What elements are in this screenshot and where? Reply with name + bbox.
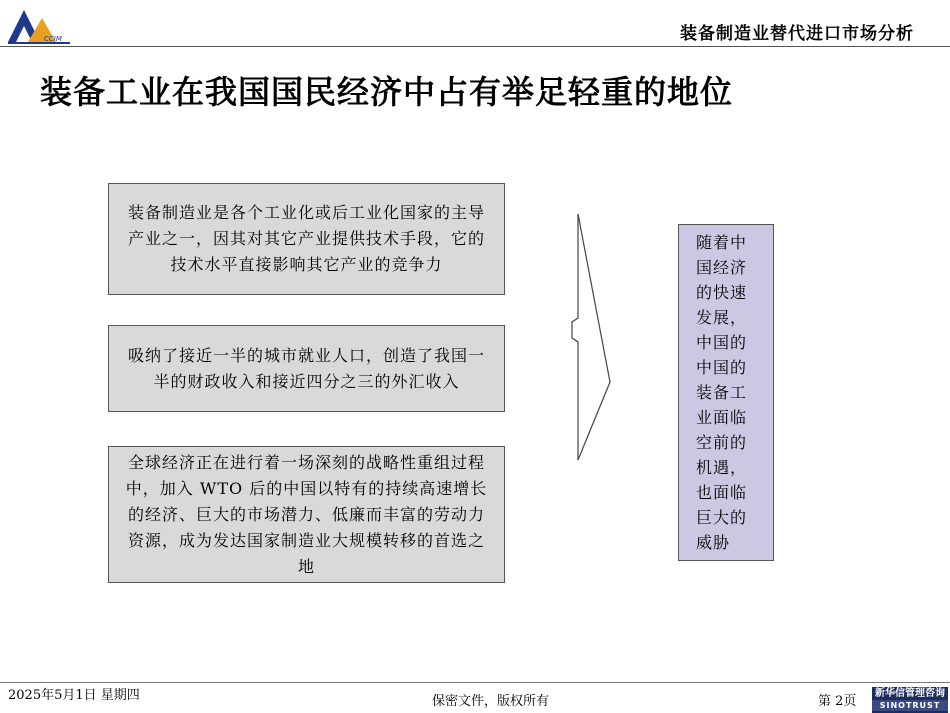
point-box-1: [108, 183, 505, 295]
logo-text: CCIM: [44, 35, 62, 43]
point-box-3: [108, 446, 505, 583]
point-box-1-text: 装备制造业是各个工业化或后工业化国家的主导产业之一，因其对其它产业提供技术手段，它的技术水平直接影响其它产业的竞争力: [127, 203, 485, 274]
point-box-3-text: 全球经济正在进行着一场深刻的战略性重组过程中，加入 WTO 后的中国以特有的持续高速增长的经济、巨大的市场潜力、低廉而丰富的劳动力资源，成为发达国家制造业大规模转移的首选之地: [125, 452, 488, 576]
right-arrow-icon: [560, 210, 616, 470]
footer-date: 2025年5月1日 星期四: [8, 688, 140, 703]
footer-confidential: 保密文件，版权所有: [432, 694, 550, 709]
page-title: 装备工业在我国国民经济中占有举足轻重的地位: [40, 73, 734, 111]
company-logo: [6, 4, 72, 46]
sinotrust-logo-en: SINOTRUST: [872, 700, 948, 711]
header-title: 装备制造业替代进口市场分析: [680, 24, 914, 44]
sinotrust-logo: [872, 687, 948, 713]
header-divider: [0, 46, 950, 47]
page-number: 第 2页: [818, 694, 857, 709]
conclusion-text: 随着中国经济的快速发展，中国的中国的装备工业面临空前的机遇，也面临巨大的威胁: [696, 233, 748, 552]
point-box-2: [108, 325, 505, 412]
sinotrust-logo-cn: 新华信管理咨询: [875, 688, 945, 699]
point-box-2-text: 吸纳了接近一半的城市就业人口，创造了我国一半的财政收入和接近四分之三的外汇收入: [127, 345, 485, 391]
conclusion-box: [678, 224, 774, 561]
footer-divider: [0, 682, 950, 683]
